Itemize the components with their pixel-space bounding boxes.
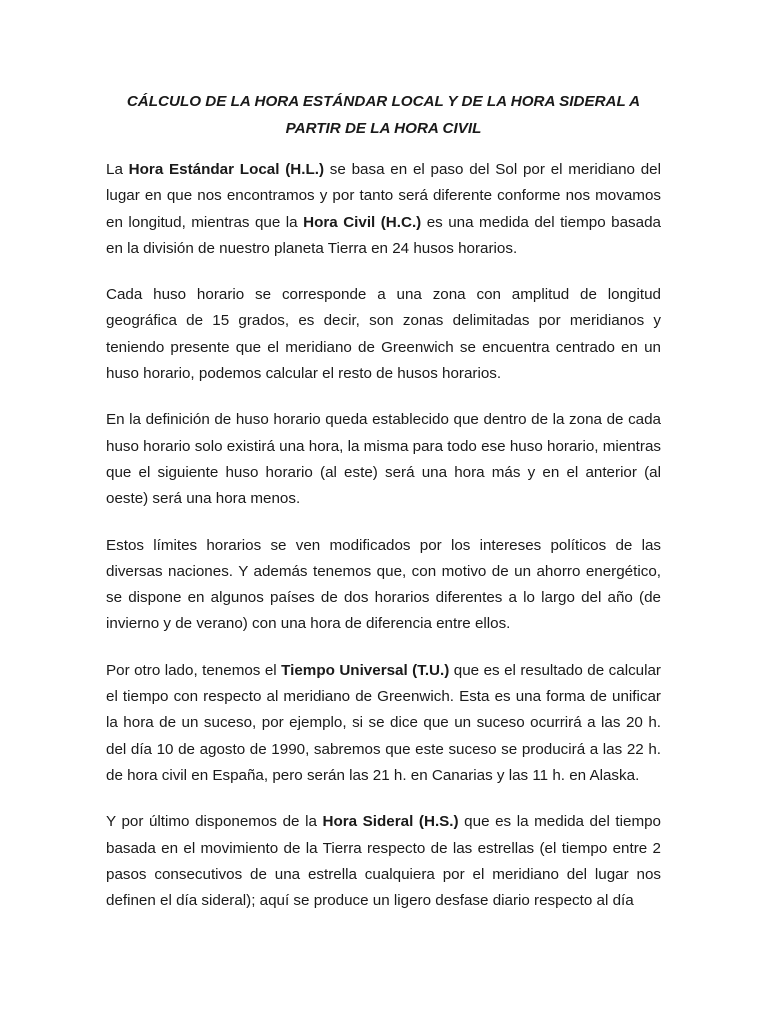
p1-text-1: La	[106, 161, 129, 178]
paragraph-limites-horarios: Estos límites horarios se ven modificados por los intereses políticos de las diversas naciones. Y además tenemos que, con motivo de un ahorro energético, se dispone en algunos países de dos horarios diferentes a lo largo del año (de invierno y de verano) con una hora de diferencia entre ellos.	[106, 536, 661, 633]
term-hora-estandar-local: Hora Estándar Local (H.L.)	[128, 161, 325, 178]
title-line-1: CÁLCULO DE LA HORA ESTÁNDAR LOCAL Y DE LA HORA SIDERAL A	[126, 93, 641, 110]
document-page	[106, 88, 661, 934]
p5-text-1: Por otro lado, tenemos el	[106, 661, 282, 679]
p1-text-2: se basa en el paso del Sol por el meridiano del lugar en que nos encontramos y por tanto será diferente conforme nos movamos en longitud, mientras que la	[106, 161, 661, 231]
paragraph-tiempo-universal	[106, 658, 661, 789]
p6-text-1: Y por último disponemos de la	[106, 813, 323, 831]
term-hora-sideral: Hora Sideral (H.S.)	[322, 813, 459, 831]
title-line-2: PARTIR DE LA HORA CIVIL	[285, 120, 482, 137]
document-title	[106, 88, 661, 142]
term-tiempo-universal: Tiempo Universal (T.U.)	[281, 661, 450, 679]
paragraph-hora-sideral	[106, 809, 661, 914]
p6-text-2: que es la medida del tiempo basada en el movimiento de la Tierra respecto de las estrellas (el tiempo entre 2 pasos consecutivos de una estrella cualquiera por el meridiano del lugar nos definen el día sideral); aquí se produce un ligero desfase diario respecto al día	[106, 813, 661, 910]
paragraph-husos-horarios: Cada huso horario se corresponde a una zona con amplitud de longitud geográfica de 15 grados, es decir, son zonas delimitadas por meridianos y teniendo presente que el meridiano de Greenwich se encuentra centrado en un huso horario, podemos calcular el resto de husos horarios.	[106, 286, 661, 383]
paragraph-hora-estandar-local	[106, 157, 661, 262]
term-hora-civil: Hora Civil (H.C.)	[303, 213, 422, 231]
paragraph-definicion-huso: En la definición de huso horario queda establecido que dentro de la zona de cada huso horario solo existirá una hora, la misma para todo ese huso horario, mientras que el siguiente huso horario (al este) será una hora más y en el anterior (al oeste) será una hora menos.	[106, 411, 661, 508]
p1-text-3: es una medida del tiempo basada en la división de nuestro planeta Tierra en 24 husos horarios.	[106, 213, 661, 257]
p5-text-2: que es el resultado de calcular el tiempo con respecto al meridiano de Greenwich. Esta es una forma de unificar la hora de un suceso, por ejemplo, si se dice que un suceso ocurrirá a las 20 h. del día 10 de agosto de 1990, sabremos que este suceso se producirá a las 22 h. de hora civil en España, pero serán las 21 h. en Canarias y las 11 h. en Alaska.	[106, 661, 661, 784]
